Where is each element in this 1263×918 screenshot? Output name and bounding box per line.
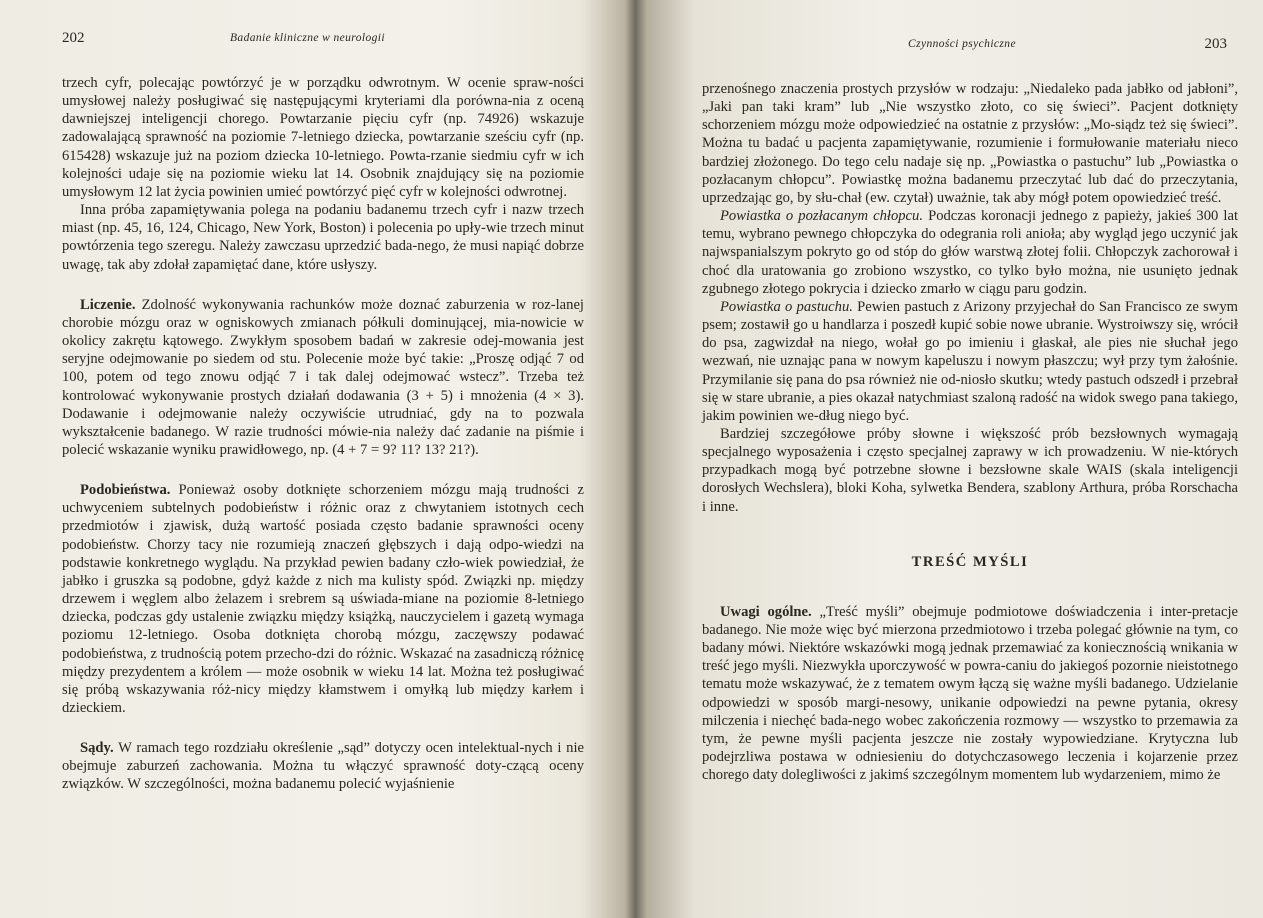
paragraph-counting <box>62 296 584 459</box>
paragraph-similarities-text: Ponieważ osoby dotknięte schorzeniem mózgu mają trudności z uchwyceniem subtelnych podobieństw i różnic oraz z chwytaniem istotnych cech przedmiotów i zjawisk, dużą wartość posiada często badanie sprawności oceny podobieństw. Chorzy tacy nie rozumieją znaczeń głębszych i dają odpo-wiedzi na podstawie konkretnego wyglądu. Na przykład pewien badany czło-wiek powiedział, że jabłko i gruszka są podobne, gdyż każde z nich ma kulisty spód. Związki np. między drzewem i węglem albo żelazem i srebrem są uświada-miane na poziomie 8-letniego dziecka, podczas gdy ustalenie związku między książką, nauczycielem i gazetą wymaga poziomu 12-letniego. Osoba dotknięta chorobą mózgu, zaczęwszy podawać podobieństwa, z trudnością potem przecho-dzi do różnic. Wskazać na zasadniczą różnicę między prezydentem a królem — może osobnik w wieku 14 lat. Można też posługiwać się próbą wskazywania róż-nicy między kłamstwem i omyłką lub między karłem i dzieckiem. <box>62 482 584 716</box>
story-title-shepherd: Powiastka o pastuchu. <box>720 298 853 315</box>
paragraph-judgements-text: W ramach tego rozdziału określenie „sąd” dotyczy ocen intelektual-nych i nie obejmuje zaburzeń zachowania. Można tu włączyć sprawność doty-czącą oceny związków. W szczególności, można badanemu polecić wyjaśnienie <box>62 740 584 793</box>
paragraph-detailed-tests: Bardziej szczegółowe próby słowne i większość prób bezsłownych wymagają specjalnego wyposażenia i często specjalnej zaprawy w ich prowadzeniu. W nie-których przypadkach mogą być potrzebne słowne i bezsłowne skale WAIS (skala inteligencji dorosłych Wechslera), bloki Koha, sylwetka Bendera, szablony Arthura, próba Rorschacha i inne. <box>702 425 1238 515</box>
paragraph-similarities <box>62 481 584 717</box>
paragraph-judgements <box>62 739 584 793</box>
term-general-remarks: Uwagi ogólne. <box>720 603 812 620</box>
paragraph-proverbs: przenośnego znaczenia prostych przysłów w rodzaju: „Niedaleko pada jabłko od jabłoni”, „Jaki pan taki kram” lub „Nie wszystko złoto, co się świeci”. Pacjent dotknięty schorzeniem mózgu może odpowiedzieć na ostatnie z przysłów: „Mo-siądz też się świeci”. Można tu badać u pacjenta zapamiętywanie, rozumienie i formułowanie materiału nieco bardziej złożonego. Do tego celu nadaje się np. „Powiastka o pastuchu” lub „Powiastka o pozłacanym chłopcu”. Powiastkę można badanemu przeczytać lub dać do przeczytania, uprzedzając go, by słu-chał (ew. czytał) uważnie, tak aby mógł potem opowiedzieć treść. <box>702 81 1238 206</box>
story-title-gilded-boy: Powiastka o pozłacanym chłopcu. <box>720 208 923 225</box>
paragraph-gilded-boy <box>702 207 1238 298</box>
term-similarities: Podobieństwa. <box>80 482 171 499</box>
right-page <box>632 0 1263 918</box>
paragraph-digit-span: trzech cyfr, polecając powtórzyć je w porządku odwrotnym. W ocenie spraw-ności umysłowej należy posługiwać się następującymi kryteriami dla porówna-nia z oceną dawniejszej inteligencji chorego. Powtarzanie pięciu cyfr (np. 74926) wskazuje zadowalającą sprawność na poziomie 7-letniego dziecka, powtarzanie sześciu cyfr (np. 615428) wskazuje już na poziom dziecka 10-letniego. Powta-rzanie siedmiu cyfr w ich kolejności udaje się na poziomie wieku lat 14. Osobnik znajdujący się na poziomie umysłowym 12 lat życia powinien umieć powtórzyć pięć cyfr w kolejności odwrotnej. <box>62 75 584 200</box>
paragraph-shepherd-text: Pewien pastuch z Arizony przyjechał do San Francisco ze swym psem; zostawił go u handlarza i poszedł kupić sobie nowe ubranie. Wystroiwszy się, wrócił do psa, zagwizdał na niego, wołał go po imieniu i głaskał, ale pies nie słuchał jego wezwań, nie uznając pana w nowym kapeluszu i nowym płaszczu; wył przy tym żałośnie. Przymilanie się pana do psa również nie od-niosło skutku; wtedy pastuch odszedł i przebrał się w stare ubranie, a pies okazał natychmiast szaloną radość na widok swego pana takiego, jakim powinien we-dług niego być. <box>702 298 1238 424</box>
left-page-header <box>62 30 582 52</box>
right-page-body <box>702 80 1238 784</box>
section-heading: TREŚĆ MYŚLI <box>911 553 1029 570</box>
paragraph-counting-text: Zdolność wykonywania rachunków może doznać zaburzenia w roz-lanej chorobie mózgu oraz w ogniskowych zmianach półkuli dominującej, mia-nowicie w okolicy zakrętu kątowego. Zwykłym sposobem badań w zakresie odej-mowania jest seryjne odejmowanie po siedem od stu. Polecenie może być takie: „Proszę odjąć 7 od 100, potem od tego znowu odjąć 7 i tak dalej odejmować wstecz”. Trzeba też kontrolować wykonywanie prostych działań dodawania (3 + 5) i mnożenia (4 × 3). Dodawanie i odejmowanie należy oczywiście utrudniać, gdy na to pozwala wykształcenie badanego. W razie trudności mówie-nia należy dać zadanie na piśmie i polecić wskazanie wyniku prawidłowego, np. (4 + 7 = 9? 11? 13? 21?). <box>62 296 584 458</box>
paragraph-shepherd <box>702 298 1238 425</box>
right-page-header <box>702 36 1241 58</box>
term-counting: Liczenie. <box>80 296 136 313</box>
page-number-right: 203 <box>1204 36 1227 52</box>
running-head-right: Czynności psychiczne <box>908 38 1016 50</box>
paragraph-general-remarks <box>702 603 1238 785</box>
page-number-left: 202 <box>62 30 85 46</box>
term-judgements: Sądy. <box>80 740 114 757</box>
left-page-body <box>62 74 584 794</box>
paragraph-memory-test: Inna próba zapamiętywania polega na podaniu badanemu trzech cyfr i nazw trzech miast (np. 45, 16, 124, Chicago, New York, Boston) i polecenia po upły-wie trzech minut powtórzenia tego szeregu. Należy zawczasu uprzedzić bada-nego, że musi napiąć dobrze uwagę, tak aby zdołał zapamiętać dane, które usłyszy. <box>62 202 584 273</box>
running-head-left: Badanie kliniczne w neurologii <box>230 32 385 44</box>
paragraph-general-remarks-text: „Treść myśli” obejmuje podmiotowe doświadczenia i inter-pretacje badanego. Nie może więc być mierzona przedmiotowo i trzeba polegać głównie na tym, co badany mówi. Niektóre wskazówki mogą jednak przemawiać za koniecznością wnikania w treść jego myśli. Niezwykła uporczywość w powra-caniu do jakiegoś pozornie nieistotnego tematu może wskazywać, że z tematem owym łączą się ważne myśli badanego. Udzielanie odpowiedzi w sposób margi-nesowy, unikanie odpowiedzi na pewne pytania, okresy milczenia i niechęć bada-nego wobec zakończenia rozmowy — wszystko to przemawia za tym, że pewne myśli pacjenta jeszcze nie zostały wypowiedziane. Krytyczna lub podejrzliwa postawa w odniesieniu do dotychczasowego leczenia i kojarzenie przez chorego daty dolegliwości z jakimś szczególnym momentem lub wydarzeniem, mimo że <box>702 603 1239 784</box>
paragraph-gilded-boy-text: Podczas koronacji jednego z papieży, jakieś 300 lat temu, wybrano pewnego chłopczyka do odegrania roli anioła; aby wygląd jego uczynić jak najwspanialszym pokryto go od stóp do głów warstwą złotej folii. Chłopczyk zachorował i choć dla uratowania go zrobiono wszystko, co tylko było można, nie usunięto jednak zgubnego złotego pokrycia i dziecko zmarło w ciągu paru godzin. <box>702 208 1238 297</box>
